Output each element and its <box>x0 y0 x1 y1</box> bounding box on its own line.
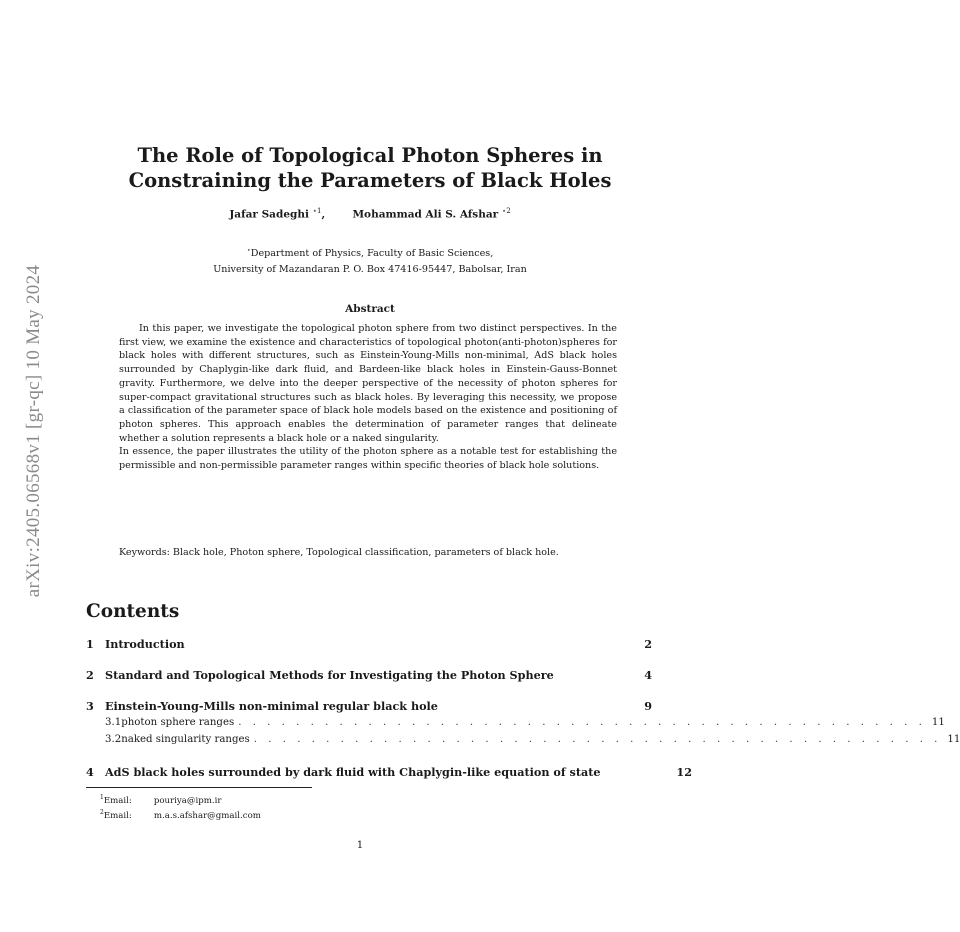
footnote <box>100 792 261 807</box>
author-name: Jafar Sadeghi <box>229 208 309 221</box>
affiliation-mark: ⋆ <box>246 246 251 254</box>
toc-entry-introduction[interactable] <box>86 637 652 653</box>
toc-title: naked singularity ranges <box>121 734 250 745</box>
toc-subentry-naked-singularity-ranges[interactable] <box>105 734 960 749</box>
toc-number: 3 <box>86 699 94 713</box>
toc-leader-dots: . . . . . . . . . . . . . . . . . . . . . . . . . . . . . . . . . . . . . . . . . . . . . . . . <box>253 734 942 745</box>
toc-number: 3.1 <box>105 717 122 728</box>
footnote-mark: 2 <box>100 809 104 817</box>
abstract-paragraph: In this paper, we investigate the topological photon sphere from two distinct perspectives. In the first view, we examine the existence and characteristics of topological photon(anti-photon)spheres for black holes with different structures, such as Einstein-Young-Mills non-minimal, AdS black holes surrounded by Chaplygin-like dark fluid, and Bardeen-like black holes in Einstein-Gauss-Bonnet gravity. Furthermore, we delve into the deeper perspective of the necessity of photon spheres for super-compact gravitational structures such as black holes. By leveraging this necessity, we propose a classification of the parameter space of black hole models based on the existence and positioning of photon spheres. This approach enables the determination of parameter ranges that delineate whether a solution represents a black hole or a naked singularity. <box>119 323 617 444</box>
arxiv-identifier-text: arXiv:2405.06568v1 [gr-qc] 10 May 2024 <box>23 264 44 598</box>
toc-page: 12 <box>676 765 692 779</box>
toc-page: 4 <box>644 668 652 682</box>
toc-title: Standard and Topological Methods for Investigating the Photon Sphere <box>105 668 554 682</box>
abstract-body <box>119 322 617 473</box>
author-name: Mohammad Ali S. Afshar <box>352 208 499 221</box>
toc-entry-eym-black-hole[interactable] <box>86 699 652 715</box>
keywords: Keywords: Black hole, Photon sphere, Topological classification, parameters of black hole. <box>119 547 559 558</box>
toc-entry-ads-dark-fluid[interactable] <box>86 765 692 781</box>
toc-title: Introduction <box>105 637 185 651</box>
affiliation <box>80 242 660 278</box>
contents-heading: Contents <box>86 601 180 622</box>
author-list: Jafar Sadeghi $^{⋆1}$, Mohammad Ali S. Afshar $^{⋆2}$ <box>229 207 511 221</box>
footnote <box>100 807 261 822</box>
affiliation-line: Department of Physics, Faculty of Basic Sciences, <box>250 248 494 260</box>
toc-page: 11 <box>947 734 960 745</box>
toc-number: 4 <box>86 765 94 779</box>
footnote-email[interactable]: pouriya@ipm.ir <box>153 795 222 806</box>
footnote-rule <box>86 787 312 788</box>
footnote-label: Email: <box>103 795 132 806</box>
toc-subentry-photon-sphere-ranges[interactable] <box>105 717 945 732</box>
toc-title: Einstein-Young-Mills non-minimal regular black hole <box>105 699 438 713</box>
toc-title: photon sphere ranges <box>121 717 235 728</box>
author-affiliation-mark: ⋆1 <box>312 207 322 215</box>
footnote-mark: 1 <box>100 794 104 801</box>
toc-page: 2 <box>644 637 652 651</box>
arxiv-identifier <box>22 226 46 636</box>
abstract-paragraph: In essence, the paper illustrates the utility of the photon sphere as a notable test for establishing the permissible and non-permissible parameter ranges within specific theories of black hole solutions. <box>119 446 617 472</box>
toc-leader-dots: . . . . . . . . . . . . . . . . . . . . . . . . . . . . . . . . . . . . . . . . . . . . . . . . <box>238 717 926 728</box>
abstract-heading: Abstract <box>345 303 395 315</box>
paper-title: The Role of Topological Photon Spheres in Constraining the Parameters of Black Holes <box>128 144 612 192</box>
toc-entry-methods[interactable] <box>86 668 652 684</box>
affiliation-line: University of Mazandaran P. O. Box 47416-95447, Babolsar, Iran <box>213 264 527 276</box>
page-number: 1 <box>356 840 364 851</box>
footnotes <box>100 792 261 823</box>
toc-page: 11 <box>931 717 945 728</box>
toc-page: 9 <box>644 699 652 713</box>
toc-number: 2 <box>86 668 94 682</box>
toc-title: AdS black holes surrounded by dark fluid with Chaplygin-like equation of state <box>105 765 601 779</box>
footnote-label: Email: <box>103 811 132 822</box>
author-affiliation-mark: ⋆2 <box>501 207 511 215</box>
toc-number: 3.2 <box>105 734 122 745</box>
footnote-email[interactable]: m.a.s.afshar@gmail.com <box>153 811 261 822</box>
toc-number: 1 <box>86 637 94 651</box>
